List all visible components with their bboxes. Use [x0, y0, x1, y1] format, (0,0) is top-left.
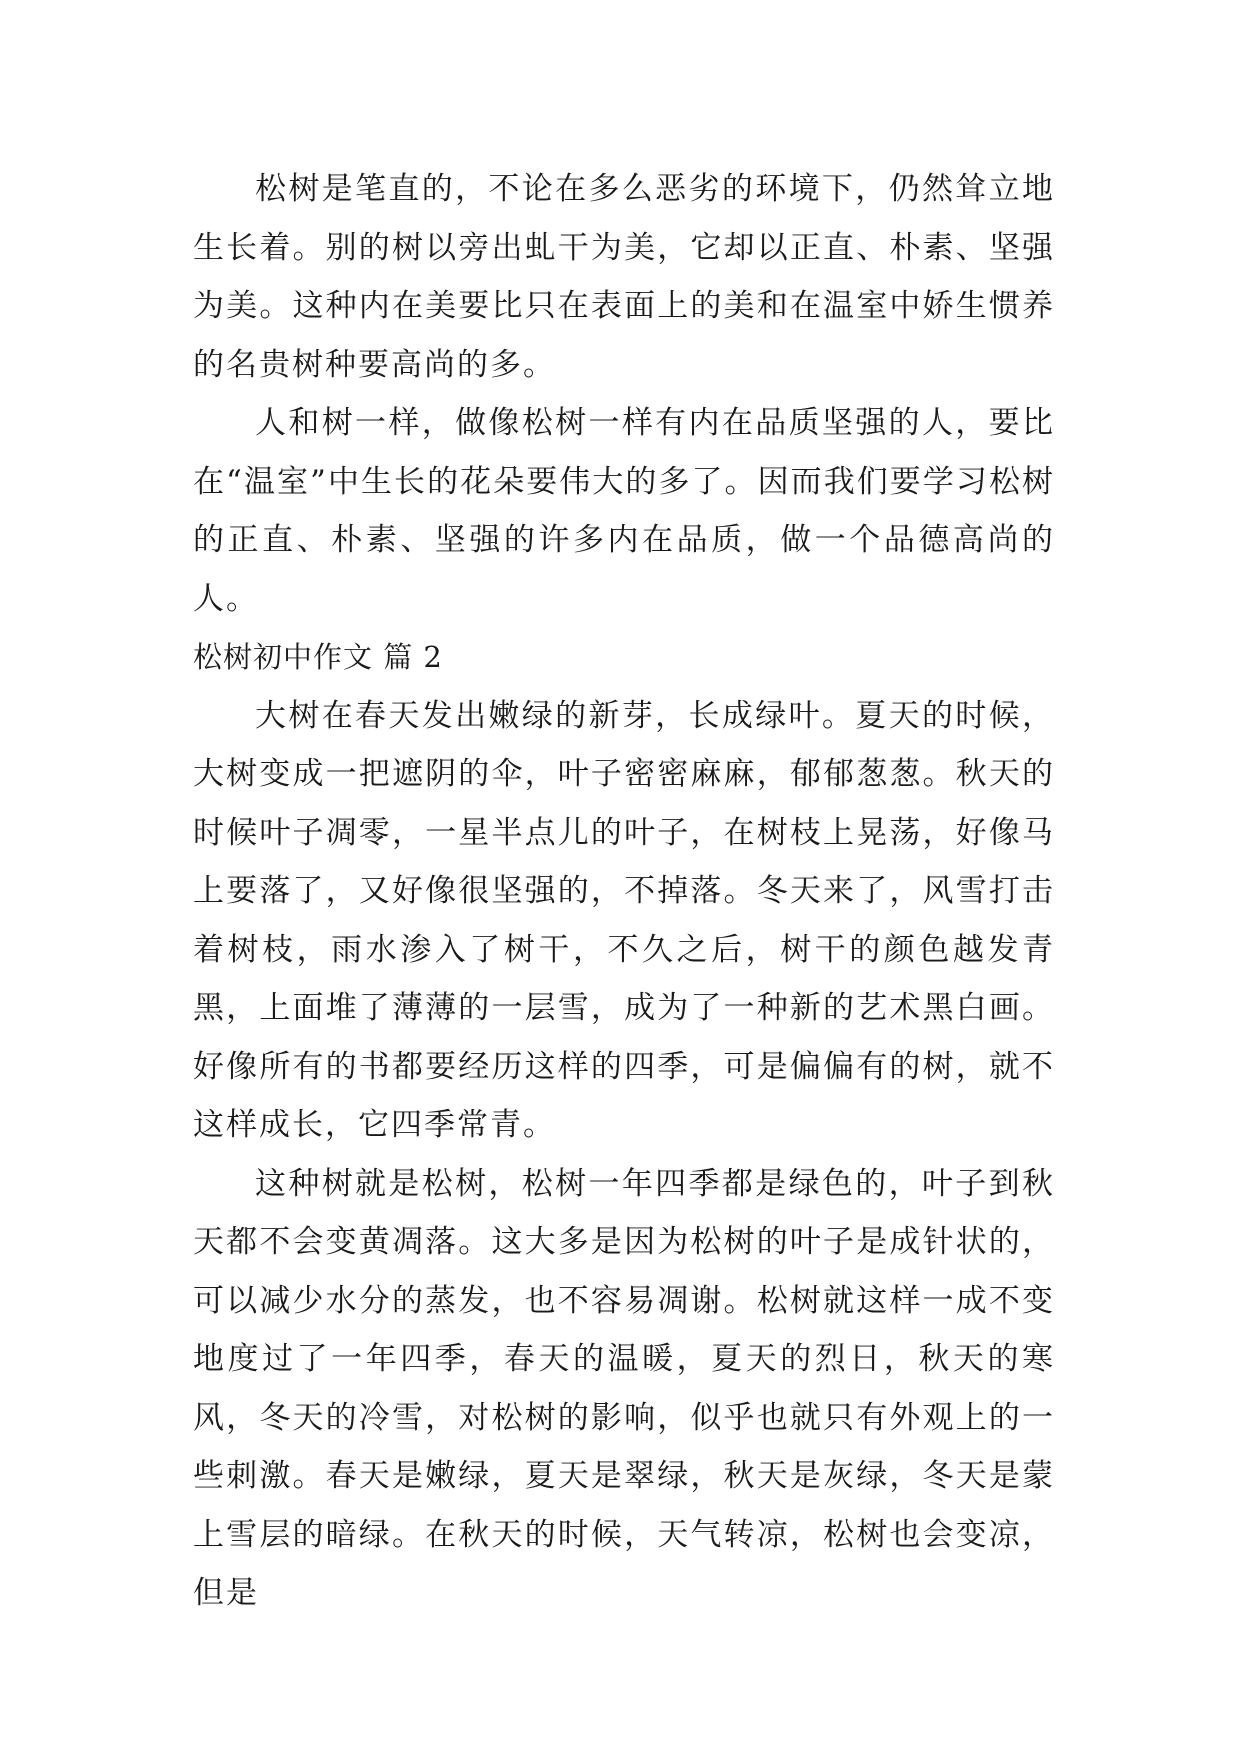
- body-paragraph: 松树是笔直的，不论在多么恶劣的环境下，仍然耸立地生长着。别的树以旁出虬干为美，它却以正直、朴素、坚强为美。这种内在美要比只在表面上的美和在温室中娇生惯养的名贵树种要高尚的多。: [193, 171, 1055, 383]
- body-paragraph: 人和树一样，做像松树一样有内在品质坚强的人，要比在“温室”中生长的花朵要伟大的多了。因而我们要学习松树的正直、朴素、坚强的许多内在品质，做一个品德高尚的人。: [193, 405, 1055, 617]
- section-heading: 松树初中作文 篇 2: [193, 640, 443, 674]
- body-paragraph: 大树在春天发出嫩绿的新芽，长成绿叶。夏天的时候，大树变成一把遮阴的伞，叶子密密麻麻，郁郁葱葱。秋天的时候叶子凋零，一星半点儿的叶子，在树枝上晃荡，好像马上要落了，又好像很坚强的，不掉落。冬天来了，风雪打击着树枝，雨水渗入了树干，不久之后，树干的颜色越发青黑，上面堆了薄薄的一层雪，成为了一种新的艺术黑白画。好像所有的书都要经历这样的四季，可是偏偏有的树，就不这样成长，它四季常青。: [193, 697, 1055, 1143]
- body-paragraph: 这种树就是松树，松树一年四季都是绿色的，叶子到秋天都不会变黄凋落。这大多是因为松树的叶子是成针状的，可以减少水分的蒸发，也不容易凋谢。松树就这样一成不变地度过了一年四季，春天的温暖，夏天的烈日，秋天的寒风，冬天的冷雪，对松树的影响，似乎也就只有外观上的一些刺激。春天是嫩绿，夏天是翠绿，秋天是灰绿，冬天是蒙上雪层的暗绿。在秋天的时候，天气转凉，松树也会变凉，但是: [193, 1165, 1055, 1611]
- document-body: [193, 160, 1055, 1623]
